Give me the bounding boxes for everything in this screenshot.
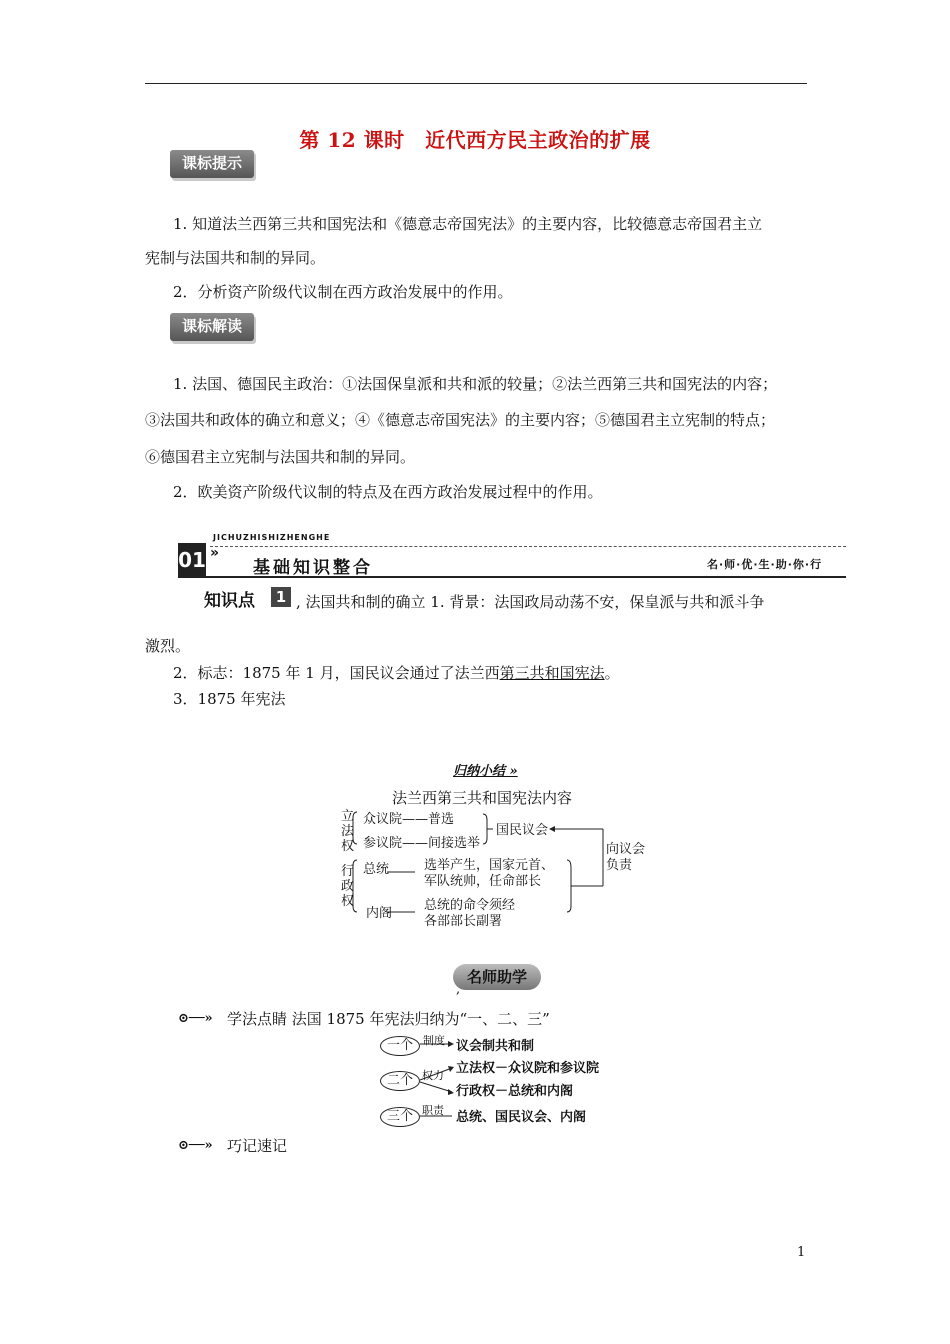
responsible-text-2: 负责 — [606, 858, 633, 873]
president-desc-2: 军队统帅，任命部长 — [424, 874, 542, 889]
hint-paragraph-2: 2．分析资产阶级代议制在西方政治发展中的作用。 — [173, 283, 513, 301]
responsible-text-1: 向议会 — [606, 842, 646, 857]
circle-three: 三个 — [380, 1107, 420, 1127]
section-top-line — [210, 546, 846, 547]
section-bottom-line — [178, 576, 846, 578]
knowledge-line-1: , 法国共和制的确立 1. 背景：法国政局动荡不安，保皇派与共和派斗争 — [296, 593, 765, 611]
summary-header: 归纳小结 » — [453, 764, 518, 779]
one-label: 制度 — [423, 1034, 445, 1047]
section-arrow-icon: » — [210, 545, 220, 561]
tag-curriculum-hint: 课标提示 — [170, 150, 254, 178]
cabinet-label: 内阁 — [366, 906, 393, 921]
circle-one: 一个 — [380, 1036, 420, 1056]
stray-comma: , — [456, 982, 461, 997]
page-title: 第 12 课时 近代西方民主政治的扩展 — [299, 128, 651, 152]
lower-house-text: 众议院——普选 — [363, 812, 455, 827]
section-number: 01 — [178, 543, 206, 577]
knowledge-line-2-underlined: 第三共和国宪法 — [499, 664, 605, 682]
national-assembly-label: 国民议会 — [496, 823, 549, 838]
two-label: 权力 — [422, 1069, 444, 1082]
two-text-1: 立法权－众议院和参议院 — [456, 1061, 600, 1076]
top-rule — [145, 83, 807, 84]
summary-title: 法兰西第三共和国宪法内容 — [392, 789, 573, 807]
knowledge-point-label: 知识点 — [204, 591, 255, 611]
knowledge-point-number: 1 — [271, 587, 291, 607]
memory-text: 巧记速记 — [227, 1137, 288, 1155]
knowledge-line-2-prefix: 2．标志：1875 年 1 月，国民议会通过了法兰西 — [173, 664, 500, 682]
president-desc-1: 选举产生，国家元首、 — [424, 858, 555, 873]
section-slogan: 名·师·优·生·助·你·行 — [707, 558, 823, 571]
circle-two: 二个 — [380, 1071, 420, 1091]
executive-power-label: 行政权 — [341, 864, 355, 909]
knowledge-line-2-suffix: 。 — [604, 664, 620, 682]
interpret-paragraph-1: 1. 法国、德国民主政治：①法国保皇派和共和派的较量；②法兰西第三共和国宪法的内容； — [173, 375, 778, 393]
upper-house-text: 参议院——间接选举 — [363, 836, 481, 851]
hint-paragraph-1: 1. 知道法兰西第三共和国宪法和《德意志帝国宪法》的主要内容，比较德意志帝国君主立 — [173, 215, 763, 233]
section-title: 基础知识整合 — [253, 558, 373, 578]
knowledge-line-2 — [173, 662, 620, 684]
method-arrow-icon: ⊙──» — [178, 1011, 213, 1026]
interpret-paragraph-1-end: ⑥德国君主立宪制与法国共和制的异同。 — [145, 448, 416, 466]
interpret-paragraph-2: 2．欧美资产阶级代议制的特点及在西方政治发展过程中的作用。 — [173, 483, 603, 501]
president-label: 总统 — [363, 862, 390, 877]
method-text: 学法点睛 法国 1875 年宪法归纳为“一、二、三” — [227, 1010, 550, 1028]
interpret-paragraph-1-cont: ③法国共和政体的确立和意义；④《德意志帝国宪法》的主要内容；⑤德国君主立宪制的特点； — [145, 411, 776, 429]
knowledge-line-3: 3．1875 年宪法 — [173, 690, 286, 708]
tag-curriculum-interpret: 课标解读 — [170, 313, 254, 341]
knowledge-line-1-cont: 激烈。 — [145, 637, 191, 655]
section-pinyin: JICHUZHISHIZHENGHE — [213, 533, 331, 542]
three-label: 职责 — [422, 1104, 444, 1117]
two-text-2: 行政权－总统和内阁 — [456, 1084, 574, 1099]
memory-arrow-icon: ⊙──» — [178, 1138, 213, 1153]
teacher-help-badge: 名师助学 — [453, 964, 541, 990]
legislative-power-label: 立法权 — [341, 809, 355, 854]
cabinet-desc-1: 总统的命令须经 — [424, 898, 516, 913]
hint-paragraph-1-cont: 宪制与法国共和制的异同。 — [145, 249, 326, 267]
cabinet-desc-2: 各部部长副署 — [424, 914, 503, 929]
three-text: 总统、国民议会、内阁 — [456, 1110, 587, 1125]
page-number: 1 — [797, 1245, 806, 1260]
one-text: 议会制共和制 — [456, 1039, 535, 1054]
